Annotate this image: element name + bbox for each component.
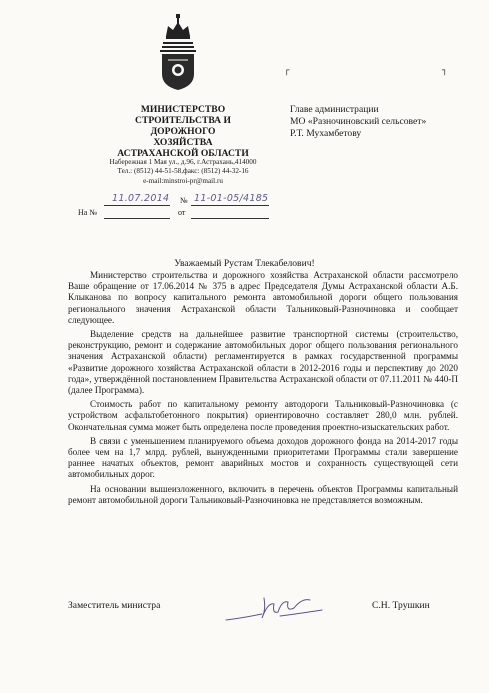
ministry-name: МИНИСТЕРСТВО СТРОИТЕЛЬСТВА И ДОРОЖНОГО ХОЗЯЙСТВА АСТРАХАНСКОЙ ОБЛАСТИ: [117, 104, 249, 159]
reference-date-line: [191, 218, 269, 219]
date-underline: [104, 205, 170, 206]
coat-of-arms-icon: [158, 14, 198, 90]
paragraph: Выделение средств на дальнейшее развитие транспортной системы (строительство, реконструкцию, ремонт и содержание автомобильных дорог общего пользования регионального значения Астраханской области) регламентируется в рамках государственной программы «Развитие дорожного хозяйства Астраханской области в 2012-2016 годы и перспективу до 2020 года», утверждённой постановлением Правительства Астраханской области от 07.11.2011 № 440-П (далее Программа).: [68, 329, 458, 396]
reference-number-line: [104, 218, 170, 219]
number-underline: [191, 205, 269, 206]
signatory-position: Заместитель министра: [68, 600, 161, 611]
paragraph: Министерство строительства и дорожного хозяйства Астраханской области рассмотрело Ваше обращение от 17.06.2014 № 375 в адрес Председателя Думы Астраханской области А.Б. Клыканова по вопросу капитального ремонта автомобильной дороги общего пользования регионального значения Астраханской области Тальниковый-Разночиновка и сообщает следующее.: [68, 270, 458, 325]
recipient-block: Главе администрации МО «Разночиновский сельсовет» Р.Т. Мухамбетову: [290, 104, 427, 139]
paragraph: В связи с уменьшением планируемого объема доходов дорожного фонда на 2014-2017 годы более чем на 1,7 млрд. рублей, вынужденными приоритетами Программы стали завершение раннее начатых объектов, ремонт аварийных мостов и сохранность существующей сети автомобильных дорог.: [68, 435, 458, 480]
registration-number: 11-01-05/4185: [194, 193, 269, 204]
corner-mark-right: ┐: [442, 66, 448, 76]
handwritten-signature: [222, 590, 340, 626]
ministry-address: Набережная 1 Мая ул., д.96, г.Астрахань,414000 Тел.: (8512) 44-51-58,факс: (8512) 44-32-16 e-mail:minstroi-pr@mail.ru: [109, 158, 257, 185]
reference-number-label: На №: [78, 208, 97, 217]
paragraph: На основании вышеизложенного, включить в перечень объектов Программы капитальный ремонт автомобильной дороги Тальниковый-Разночиновка не представляется возможным.: [68, 483, 458, 505]
paragraph: Стоимость работ по капитальному ремонту автодороги Тальниковый-Разночиновка (с устройством асфальтобетонного покрытия) ориентировочно составляет 280,0 млн. рублей. Окончательная сумма может быть определена после проведения проектно-изыскательских работ.: [68, 399, 458, 432]
corner-mark-left: ┌: [284, 66, 290, 76]
greeting: Уважаемый Рустам Тлекабелович!: [174, 258, 315, 269]
reference-date-label: от: [178, 208, 186, 217]
signatory-name: С.Н. Трушкин: [372, 600, 430, 611]
letter-body: [68, 270, 458, 509]
registration-number-label: №: [180, 196, 188, 205]
registration-date: 11.07.2014: [112, 193, 170, 204]
